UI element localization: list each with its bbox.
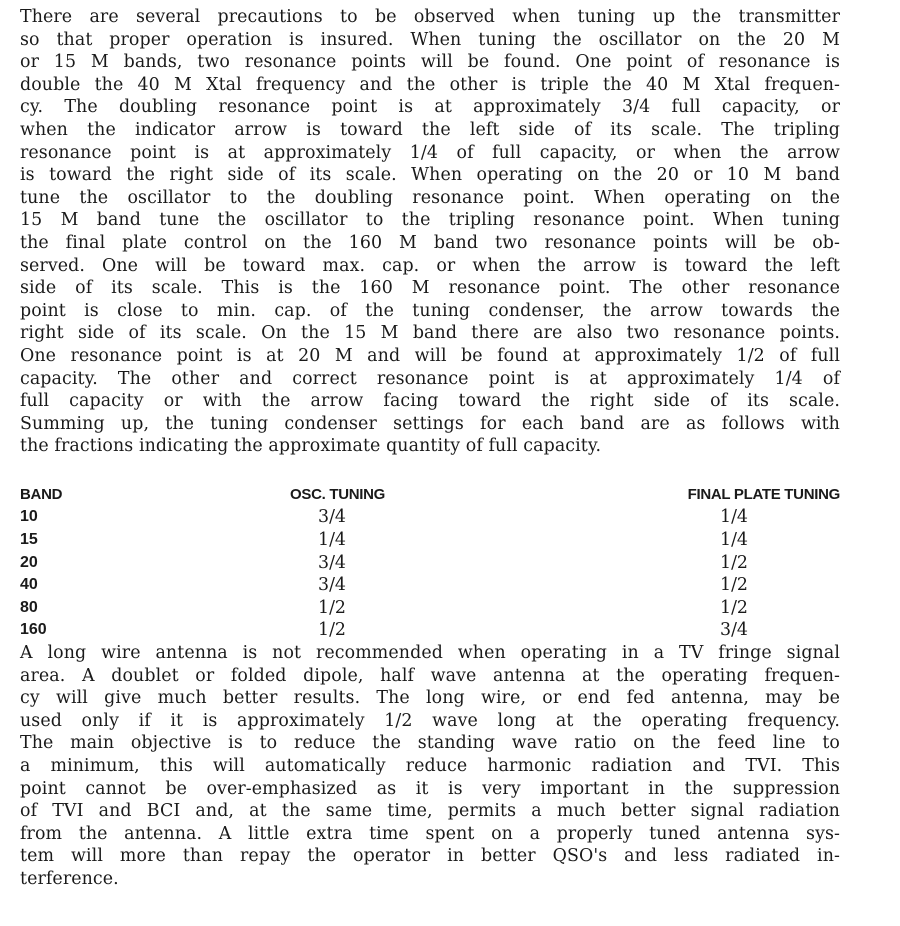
table-row — [20, 529, 840, 552]
text-line: the fractions indicating the approximate quantity of full capacity. — [20, 436, 602, 457]
tuning-precautions-paragraph — [20, 6, 840, 458]
text-line: 15 M band tune the oscillator to the tripling resonance point. When tuning — [20, 210, 840, 231]
osc-cell: 3/4 — [318, 552, 346, 573]
text-line: used only if it is approximately 1/2 wave long at the operating frequency. — [20, 710, 840, 731]
text-line: full capacity or with the arrow facing toward the right side of its scale. — [20, 391, 840, 412]
final-cell: 1/2 — [720, 552, 748, 573]
text-line: from the antenna. A little extra time spent on a properly tuned antenna sys- — [20, 823, 840, 844]
text-line: or 15 M bands, two resonance points will be found. One point of resonance is — [20, 52, 840, 73]
text-line: right side of its scale. On the 15 M band there are also two resonance points. — [20, 323, 840, 344]
table-row — [20, 597, 840, 620]
text-line: A long wire antenna is not recommended when operating in a TV fringe signal — [20, 643, 840, 664]
table-row — [20, 574, 840, 597]
text-line: is toward the right side of its scale. When operating on the 20 or 10 M band — [20, 165, 840, 186]
text-line: tune the oscillator to the doubling resonance point. When operating on the — [20, 187, 840, 208]
text-line: area. A doublet or folded dipole, half wave antenna at the operating frequen- — [20, 665, 840, 686]
text-line: Summing up, the tuning condenser settings for each band are as follows with — [20, 413, 840, 434]
band-cell: 10 — [20, 508, 38, 526]
band-cell: 20 — [20, 553, 38, 571]
text-line: point cannot be over-emphasized as it is very important in the suppression — [20, 778, 840, 799]
osc-cell: 3/4 — [318, 507, 346, 528]
text-line: The main objective is to reduce the standing wave ratio on the feed line to — [20, 733, 840, 754]
text-line: cy will give much better results. The long wire, or end fed antenna, may be — [20, 688, 840, 709]
text-line: capacity. The other and correct resonance point is at approximately 1/4 of — [20, 368, 840, 389]
osc-cell: 3/4 — [318, 575, 346, 596]
final-cell: 1/4 — [720, 530, 748, 551]
band-cell: 40 — [20, 576, 38, 594]
text-line: a minimum, this will automatically reduce harmonic radiation and TVI. This — [20, 756, 840, 776]
text-line: when the indicator arrow is toward the left side of its scale. The tripling — [20, 119, 840, 140]
final-cell: 1/2 — [720, 597, 748, 618]
table-header-row — [20, 484, 840, 507]
final-cell: 1/2 — [720, 575, 748, 596]
text-line: served. One will be toward max. cap. or when the arrow is toward the left — [20, 255, 840, 276]
band-cell: 80 — [20, 598, 38, 616]
text-line: terference. — [20, 868, 119, 889]
text-line: the final plate control on the 160 M band two resonance points will be ob- — [20, 232, 840, 253]
final-cell: 3/4 — [720, 620, 748, 641]
text-line: point is close to min. cap. of the tuning condenser, the arrow towards the — [20, 300, 840, 321]
text-line: One resonance point is at 20 M and will be found at approximately 1/2 of full — [20, 345, 840, 366]
text-line: cy. The doubling resonance point is at approximately 3/4 full capacity, or — [20, 97, 840, 118]
text-line: so that proper operation is insured. When tuning the oscillator on the 20 M — [20, 29, 840, 50]
text-line: There are several precautions to be observed when tuning up the transmitter — [20, 7, 840, 27]
table-row — [20, 619, 840, 642]
tuning-settings-table — [20, 484, 840, 642]
document-page — [20, 6, 840, 891]
text-line: side of its scale. This is the 160 M resonance point. The other resonance — [20, 278, 840, 299]
text-line: resonance point is at approximately 1/4 of full capacity, or when the arrow — [20, 142, 840, 163]
table-row — [20, 552, 840, 575]
band-cell: 15 — [20, 531, 38, 549]
table-row — [20, 506, 840, 529]
header-osc-tuning: OSC. TUNING — [290, 485, 386, 503]
header-final-plate-tuning: FINAL PLATE TUNING — [687, 485, 840, 503]
antenna-paragraph — [20, 642, 840, 891]
text-line: double the 40 M Xtal frequency and the other is triple the 40 M Xtal frequen- — [20, 74, 840, 95]
osc-cell: 1/2 — [318, 620, 346, 641]
band-cell: 160 — [20, 621, 47, 639]
final-cell: 1/4 — [720, 507, 748, 528]
text-line: tem will more than repay the operator in better QSO's and less radiated in- — [20, 846, 840, 867]
header-band: BAND — [20, 485, 63, 503]
text-line: of TVI and BCI and, at the same time, permits a much better signal radiation — [20, 801, 840, 822]
osc-cell: 1/2 — [318, 597, 346, 618]
osc-cell: 1/4 — [318, 530, 346, 551]
